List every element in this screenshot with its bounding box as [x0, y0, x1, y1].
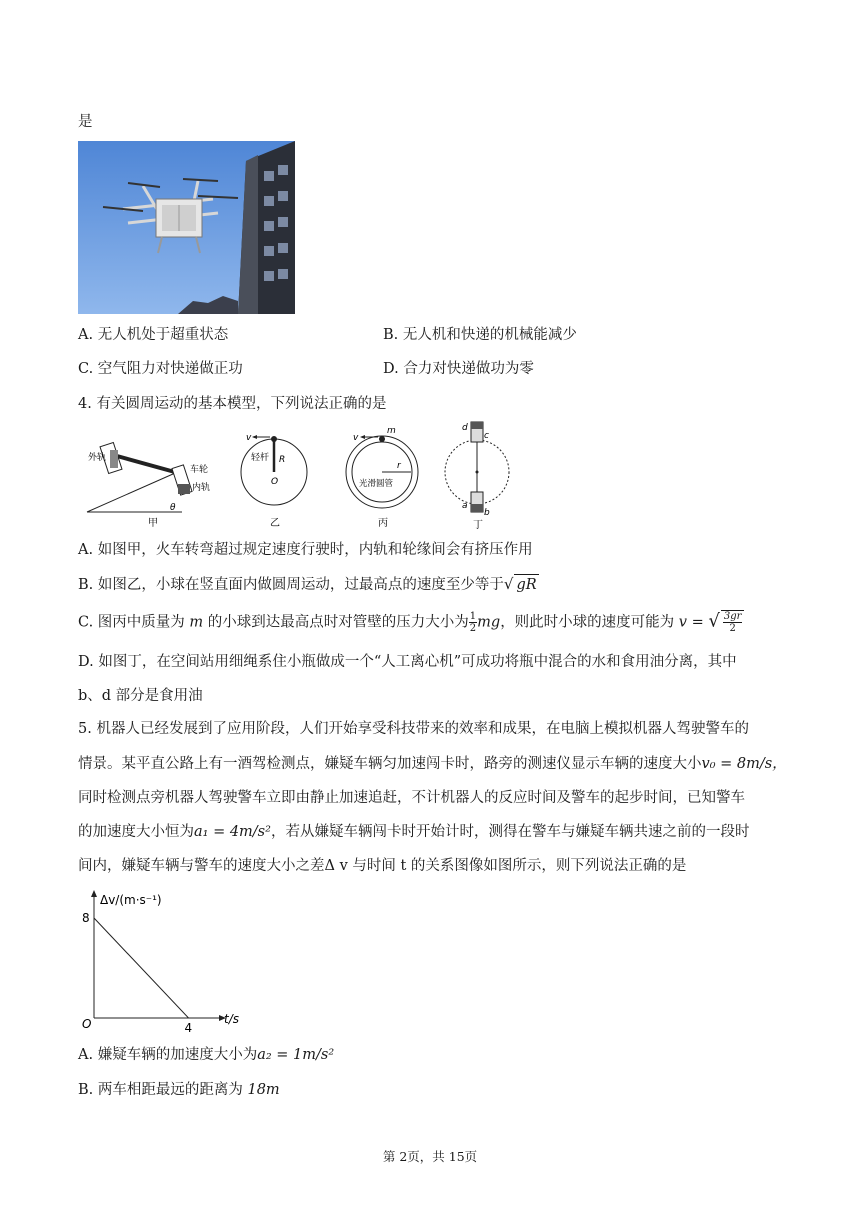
label-b: b — [484, 508, 490, 518]
q3-option-d: D. 合力对快递做功为零 — [383, 361, 534, 377]
caption-jia: 甲 — [148, 518, 158, 529]
x-tick-label: 4 — [184, 1021, 193, 1035]
series-line — [94, 918, 189, 1018]
label-v-bing: v — [353, 433, 359, 443]
q4-option-b: B. 如图乙，小球在竖直面内做圆周运动，过最高点的速度至少等于√ gR — [78, 575, 537, 593]
q3-option-b: B. 无人机和快递的机械能减少 — [383, 327, 577, 343]
q5-line-4: 的加速度大小恒为a₁ = 4m/s²，若从嫌疑车辆闯卡时开始计时，测得在警车与嫌疑车辆共速之前的一段时 — [78, 824, 750, 840]
label-O: O — [271, 477, 279, 487]
q5-line-1: 5. 机器人已经发展到了应用阶段，人们开始享受科技带来的效率和成果，在电脑上模拟机器人驾驶警车的 — [78, 721, 749, 737]
caption-ding: 丁 — [473, 520, 483, 530]
label-d: d — [462, 423, 468, 433]
label-v-yi: v — [246, 433, 252, 443]
label-m: m — [387, 426, 396, 436]
q5-line-2: 情景。某平直公路上有一酒驾检测点，嫌疑车辆匀加速闯卡时，路旁的测速仪显示车辆的速度大小v₀ = 8m/s， — [78, 756, 787, 772]
y-axis-label: Δv/(m·s⁻¹) — [100, 893, 162, 907]
question-fragment: 是 — [78, 114, 93, 130]
q5-line-5: 间内，嫌疑车辆与警车的速度大小之差Δ v 与时间 t 的关系图像如图所示，则下列说法正确的是 — [78, 858, 687, 874]
q4-stem: 4. 有关圆周运动的基本模型，下列说法正确的是 — [78, 396, 387, 412]
drone-photo — [78, 141, 295, 314]
q4-figure-bing — [335, 424, 430, 529]
caption-yi: 乙 — [270, 518, 280, 529]
q4-option-c: C. 图丙中质量为 m 的小球到达最高点时对管壁的压力大小为 $\frac{1}{2}$ mg，则此时小球的速度可能为 v = √ $\frac{3gr}{2}$ — [78, 610, 744, 634]
label-a: a — [462, 501, 468, 511]
q4-option-d-line2: b、d 部分是食用油 — [78, 688, 203, 704]
q5-option-b: B. 两车相距最远的距离为 18m — [78, 1082, 280, 1098]
label-theta: θ — [170, 503, 176, 513]
q4-figure-jia — [82, 424, 222, 529]
q5-line-3: 同时检测点旁机器人驾驶警车立即由静止加速追赶，不计机器人的反应时间及警车的起步时间，已知警车 — [78, 790, 745, 806]
page-footer: 第 2页，共 15页 — [382, 1149, 478, 1164]
x-axis-label: t/s — [224, 1012, 239, 1026]
q4-option-a: A. 如图甲，火车转弯超过规定速度行驶时，内轨和轮缘间会有挤压作用 — [78, 542, 533, 558]
q5-option-a: A. 嫌疑车辆的加速度大小为a₂ = 1m/s² — [78, 1047, 335, 1063]
label-outer-rail: 外轨 — [88, 453, 107, 463]
q4-figure-yi — [232, 424, 322, 529]
q3-option-a: A. 无人机处于超重状态 — [78, 327, 229, 343]
q5-velocity-difference-chart — [78, 888, 278, 1038]
label-R: R — [279, 455, 286, 465]
q4-figure-ding — [440, 420, 515, 530]
origin-label: O — [82, 1017, 92, 1031]
label-smooth-tube: 光滑圆管 — [359, 479, 394, 489]
label-c: c — [484, 431, 489, 441]
label-inner-rail: 内轨 — [192, 483, 211, 493]
y-tick-label: 8 — [82, 911, 90, 925]
label-rod: 轻杆 — [251, 453, 270, 463]
label-wheel: 车轮 — [190, 465, 209, 475]
q4-option-d-line1: D. 如图丁，在空间站用细绳系住小瓶做成一个“人工离心机”可成功将瓶中混合的水和食用油分离，其中 — [78, 654, 737, 670]
y-axis-arrow — [91, 890, 97, 897]
q3-option-c: C. 空气阻力对快递做正功 — [78, 361, 243, 377]
caption-bing: 丙 — [378, 518, 388, 529]
label-r: r — [397, 461, 401, 471]
